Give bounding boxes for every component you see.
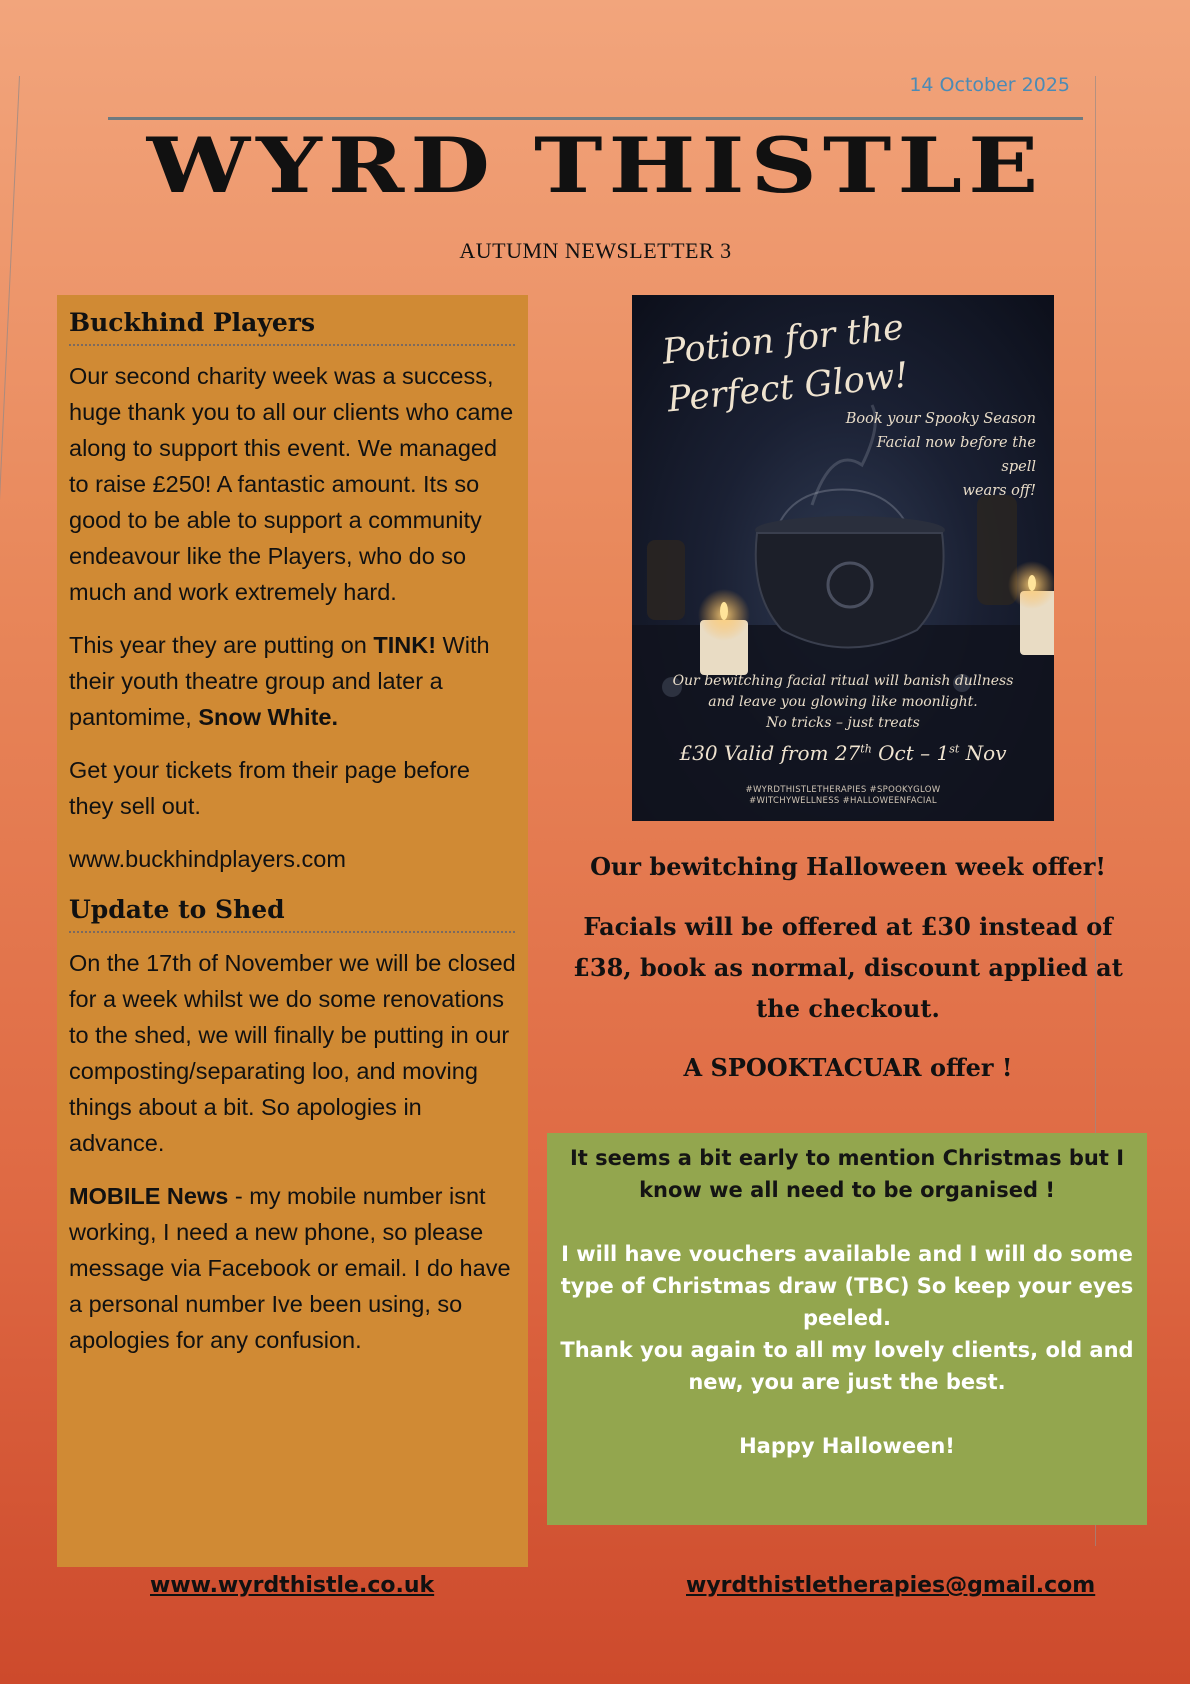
newsletter-date: 14 October 2025 xyxy=(909,74,1070,96)
poster-book-line2: Facial now before the spell xyxy=(876,435,1036,475)
shows-text-2: With their youth theatre group and later a pantomime, xyxy=(69,632,490,730)
left-column-panel xyxy=(57,295,528,1567)
poster-ritual-line1: Our bewitching facial ritual will banish dullness xyxy=(672,673,1014,689)
offer-headline: Our bewitching Halloween week offer! xyxy=(590,852,1106,881)
masthead-title: WYRD THISTLE xyxy=(146,121,1045,210)
poster-tags-line1: #WYRDTHISTLETHERAPIES #SPOOKYGLOW xyxy=(745,785,941,795)
mobile-news-label: MOBILE News xyxy=(69,1183,229,1209)
section-divider xyxy=(69,931,515,933)
show-snow-white: Snow White. xyxy=(198,704,338,730)
christmas-intro: It seems a bit early to mention Christmas but I know we all need to be organised ! xyxy=(569,1146,1125,1202)
masthead-subtitle: AUTUMN NEWSLETTER 3 xyxy=(459,238,732,263)
halloween-poster xyxy=(632,295,1054,821)
poster-ritual-line2: and leave you glowing like moonlight. xyxy=(708,694,978,710)
shows-text-1: This year they are putting on xyxy=(69,632,374,658)
christmas-notice-panel xyxy=(547,1133,1147,1525)
shed-paragraph: On the 17th of November we will be closed for a week whilst we do some renovations to the shed, we will finally be putting in our composting/separating loo, and moving things about a bit. So apologies in advance. xyxy=(69,950,516,1156)
poster-tags-line2: #WITCHYWELLNESS #HALLOWEENFACIAL xyxy=(749,796,937,806)
poster-price xyxy=(642,741,1044,765)
poster-price-sup1: th xyxy=(860,742,872,756)
poster-price-mid: Oct – 1 xyxy=(871,741,950,765)
section-title-buckhind: Buckhind Players xyxy=(69,308,316,337)
vouchers-text: I will have vouchers available and I will do some type of Christmas draw (TBC) So keep your eyes peeled. xyxy=(560,1242,1134,1330)
poster-price-sup2: st xyxy=(949,742,960,756)
poster-ritual-line3: No tricks – just treats xyxy=(766,715,920,731)
offer-tagline: A SPOOKTACUAR offer ! xyxy=(683,1053,1013,1082)
poster-book-line1: Book your Spooky Season xyxy=(845,411,1036,427)
website-link[interactable]: www.wyrdthistle.co.uk xyxy=(150,1573,435,1598)
poster-price-post: Nov xyxy=(959,741,1007,765)
frame-line-left xyxy=(0,76,20,1544)
thank-you-text: Thank you again to all my lovely clients, old and new, you are just the best. xyxy=(560,1338,1134,1394)
poster-ritual-text xyxy=(652,671,1034,734)
shows-paragraph xyxy=(69,627,516,735)
happy-halloween: Happy Halloween! xyxy=(739,1434,955,1458)
offer-details: Facials will be offered at £30 instead of £38, book as normal, discount applied at the checkout. xyxy=(573,912,1123,1023)
poster-booking-text xyxy=(840,407,1036,503)
section-divider xyxy=(69,344,515,346)
poster-hashtags xyxy=(642,785,1044,807)
header-rule xyxy=(108,117,1083,120)
poster-title-line1: Potion for the xyxy=(660,307,906,373)
section-title-shed: Update to Shed xyxy=(69,895,285,924)
charity-week-paragraph: Our second charity week was a success, huge thank you to all our clients who came along to support this event. We managed to raise £250! A fantastic amount. Its so good to be able to support a community endeavour like the Players, who do so much and work extremely hard. xyxy=(69,363,514,605)
poster-price-pre: £30 Valid from 27 xyxy=(679,741,861,765)
poster-title-line2: Perfect Glow! xyxy=(665,355,911,421)
email-link[interactable]: wyrdthistletherapies@gmail.com xyxy=(686,1573,1096,1598)
buckhind-link[interactable]: www.buckhindplayers.com xyxy=(69,846,346,872)
tickets-paragraph: Get your tickets from their page before they sell out. xyxy=(69,757,470,819)
poster-book-line3: wears off! xyxy=(962,483,1036,499)
mobile-news-text: - my mobile number isnt working, I need a new phone, so please message via Facebook or email. I do have a personal number Ive been using, so apologies for any confusion. xyxy=(69,1183,511,1353)
mobile-news-paragraph xyxy=(69,1178,516,1358)
show-tink: TINK! xyxy=(373,632,437,658)
